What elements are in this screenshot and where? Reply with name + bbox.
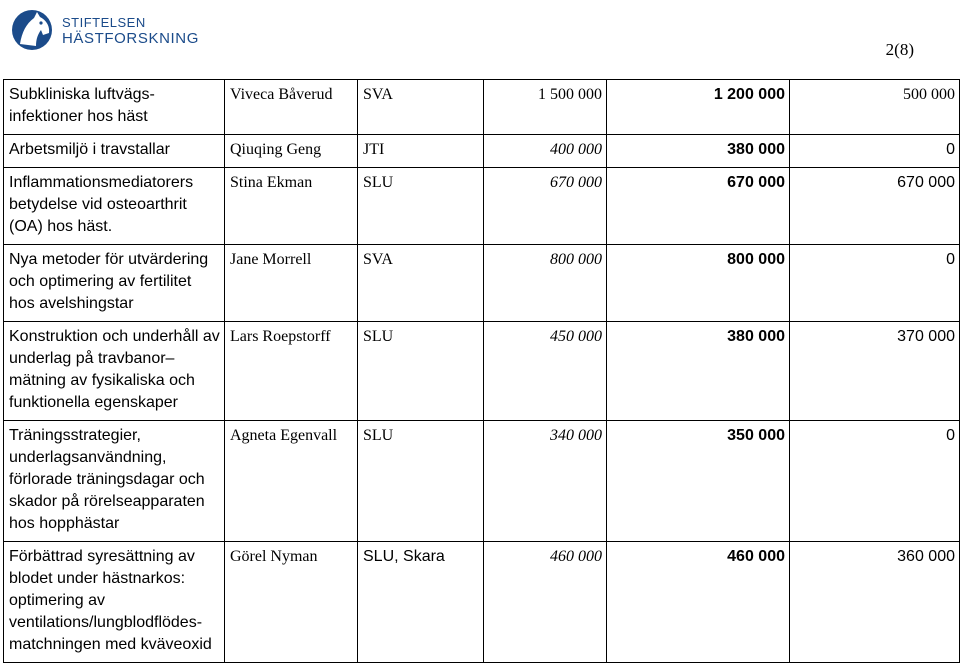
institution: SVA xyxy=(358,245,484,322)
table-row xyxy=(4,135,960,168)
institution: JTI xyxy=(358,135,484,168)
institution: SLU, Skara xyxy=(358,542,484,663)
researcher-name: Viveca Båverud xyxy=(225,80,358,135)
institution: SLU xyxy=(358,421,484,542)
project-title: Träningsstrategier, underlagsanvändning, förlorade träningsdagar och skador på rörelseapparaten hos hopphästar xyxy=(4,421,225,542)
table-row xyxy=(4,245,960,322)
researcher-name: Stina Ekman xyxy=(225,168,358,245)
requested-amount: 450 000 xyxy=(484,322,607,421)
researcher-name: Görel Nyman xyxy=(225,542,358,663)
page-number: 2(8) xyxy=(885,40,914,59)
researcher-name: Lars Roepstorff xyxy=(225,322,358,421)
granted-amount: 350 000 xyxy=(607,421,790,542)
granted-amount: 1 200 000 xyxy=(607,80,790,135)
requested-amount: 400 000 xyxy=(484,135,607,168)
granted-amount: 380 000 xyxy=(607,322,790,421)
paid-amount: 370 000 xyxy=(790,322,960,421)
institution: SLU xyxy=(358,322,484,421)
project-title: Inflammationsmediatorers betydelse vid osteoarthrit (OA) hos häst. xyxy=(4,168,225,245)
grants-table xyxy=(3,79,960,663)
paid-amount: 0 xyxy=(790,135,960,168)
project-title: Subkliniska luftvägs-infektioner hos häst xyxy=(4,80,225,135)
granted-amount: 460 000 xyxy=(607,542,790,663)
paid-amount: 500 000 xyxy=(790,80,960,135)
table-row xyxy=(4,80,960,135)
requested-amount: 460 000 xyxy=(484,542,607,663)
table-row xyxy=(4,421,960,542)
paid-amount: 360 000 xyxy=(790,542,960,663)
org-name-line2: HÄSTFORSKNING xyxy=(62,30,199,47)
researcher-name: Qiuqing Geng xyxy=(225,135,358,168)
granted-amount: 670 000 xyxy=(607,168,790,245)
requested-amount: 670 000 xyxy=(484,168,607,245)
logo xyxy=(10,6,199,54)
requested-amount: 340 000 xyxy=(484,421,607,542)
project-title: Nya metoder för utvärdering och optimering av fertilitet hos avelshingstar xyxy=(4,245,225,322)
project-title: Konstruktion och underhåll av underlag på travbanor– mätning av fysikaliska och funktionella egenskaper xyxy=(4,322,225,421)
requested-amount: 1 500 000 xyxy=(484,80,607,135)
project-title: Förbättrad syresättning av blodet under hästnarkos: optimering av ventilations/lungblodflödes-matchningen med kväveoxid xyxy=(4,542,225,663)
paid-amount: 0 xyxy=(790,421,960,542)
granted-amount: 380 000 xyxy=(607,135,790,168)
project-title: Arbetsmiljö i travstallar xyxy=(4,135,225,168)
requested-amount: 800 000 xyxy=(484,245,607,322)
institution: SLU xyxy=(358,168,484,245)
horse-logo-icon xyxy=(10,6,58,54)
institution: SVA xyxy=(358,80,484,135)
paid-amount: 670 000 xyxy=(790,168,960,245)
researcher-name: Jane Morrell xyxy=(225,245,358,322)
table-row xyxy=(4,168,960,245)
table-row xyxy=(4,322,960,421)
paid-amount: 0 xyxy=(790,245,960,322)
org-name-line1: STIFTELSEN xyxy=(62,15,146,30)
granted-amount: 800 000 xyxy=(607,245,790,322)
researcher-name: Agneta Egenvall xyxy=(225,421,358,542)
table-row xyxy=(4,542,960,663)
